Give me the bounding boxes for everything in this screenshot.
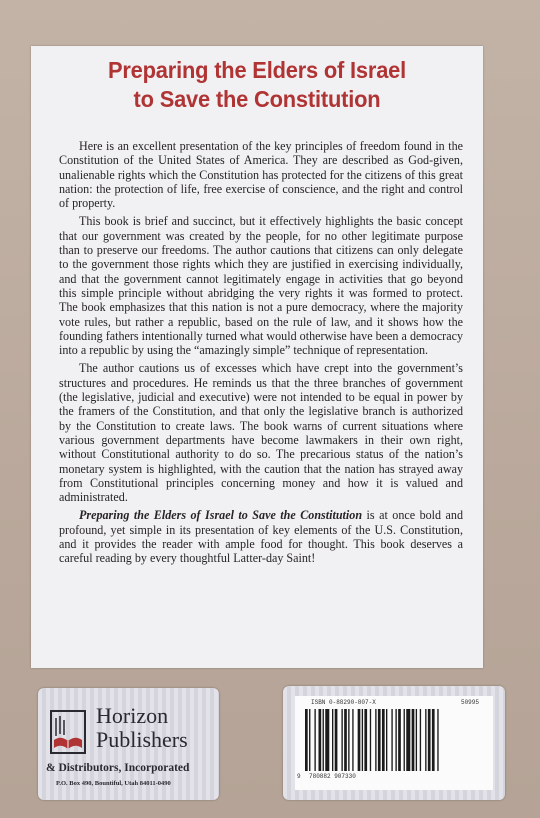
barcode-first-digit: 9 [297,773,301,780]
barcode-bar [309,709,310,771]
barcode-bar [314,709,315,771]
book-title [47,56,467,114]
isbn-text: ISBN 0-88290-807-X [311,699,376,706]
barcode-bar [319,709,322,771]
barcode-bar [364,709,367,771]
barcode-bars [303,709,487,773]
barcode-bar [428,709,431,771]
closing-paragraph [59,508,463,565]
barcode-bar [406,709,410,771]
barcode-bar [341,709,342,771]
barcode-bar [358,709,361,771]
publisher-address: P.O. Box 490, Bountiful, Utah 84011-0490 [56,780,171,787]
description-panel [31,46,483,668]
publisher-name-line-2: Publishers [96,727,188,752]
barcode-bar [432,709,435,771]
barcode-bar [425,709,426,771]
title-line-2: to Save the Constitution [133,86,381,112]
barcode-bar [348,709,349,771]
barcode-bar [344,709,347,771]
open-book-icon [50,710,86,754]
barcode-bar [335,709,338,771]
closing-book-title: Preparing the Elders of Israel to Save the Constitution [79,508,363,523]
barcode-bar [391,709,392,771]
barcode-bar [416,709,417,771]
barcode-bar [437,709,438,771]
barcode-bar [323,709,324,771]
barcode-bar [395,709,396,771]
barcode-bar [352,709,353,771]
barcode-bar [404,709,405,771]
barcode-bar [378,709,381,771]
closing-text: is at once bold and profound, yet simple in its presentation of key elements of the U.S. Constitution, and it provides the reader with ample food for thought. This book deserves a careful reading by every thoughtful Latter-day Saint! [59,508,464,566]
paragraph: Here is an excellent presentation of the key principles of freedom found in the Constitution of the United States of America. They are described as God-given, unalienable rights which the Constitution has protected for the citizens of this great nation: the protection of life, free exercise of conscience, and the right and control of property. [59,139,463,211]
barcode-bar [386,709,387,771]
paragraph: The author cautions us of excesses which have crept into the government’s structures and procedures. He reminds us that the three branches of government (the legislative, judicial and executive) were not intended to be equal in power by the framers of the Constitution, and that only the legislative branch is authorized by the Constitution to create laws. The book warns of current situations where various government departments have become lawmakers in their own right, without Constitutional authority to do so. The precarious status of the nation’s monetary system is highlighted, with the caution that the nation has strayed away from Constitutional principles concerning money and how it is valued and administrated. [59,361,463,505]
title-line-1: Preparing the Elders of Israel [107,57,407,83]
barcode-digits: 780882 907330 [309,773,356,780]
barcode-bar [420,709,421,771]
barcode-bar [332,709,333,771]
barcode-bar [382,709,385,771]
barcode-bar [325,709,329,771]
publisher-name-line-1: Horizon [96,703,169,728]
barcode-label [295,696,493,790]
barcode-bar [412,709,415,771]
barcode-bar [305,709,308,771]
publisher-name [96,704,188,752]
price-code: 50995 [460,699,479,706]
barcode-bar [398,709,401,771]
barcode-bar [370,709,371,771]
barcode-bar [362,709,363,771]
barcode-bar [375,709,376,771]
paragraph: This book is brief and succinct, but it effectively highlights the basic concept that our government was created by the people, for no other legitimate purpose than to preserve our freedoms. The author cautions that citizens can only delegate to the government those rights which they are justified in exercising individually, and that the government cannot legitimately engage in activities that go beyond this simple principle without abridging the very rights it was formed to protect. The book emphasizes that this nation is not a pure democracy, where the majority vote rules, but rather a republic, based on the rule of law, and it shows how the founding fathers intentionally turned what would otherwise have been a democracy into a republic by using the “amazingly simple” technique of representation. [59,214,463,358]
publisher-logo-block [38,688,219,800]
publisher-distributors: & Distributors, Incorporated [46,762,190,774]
description-text [59,139,463,570]
barcode-block [283,686,505,800]
